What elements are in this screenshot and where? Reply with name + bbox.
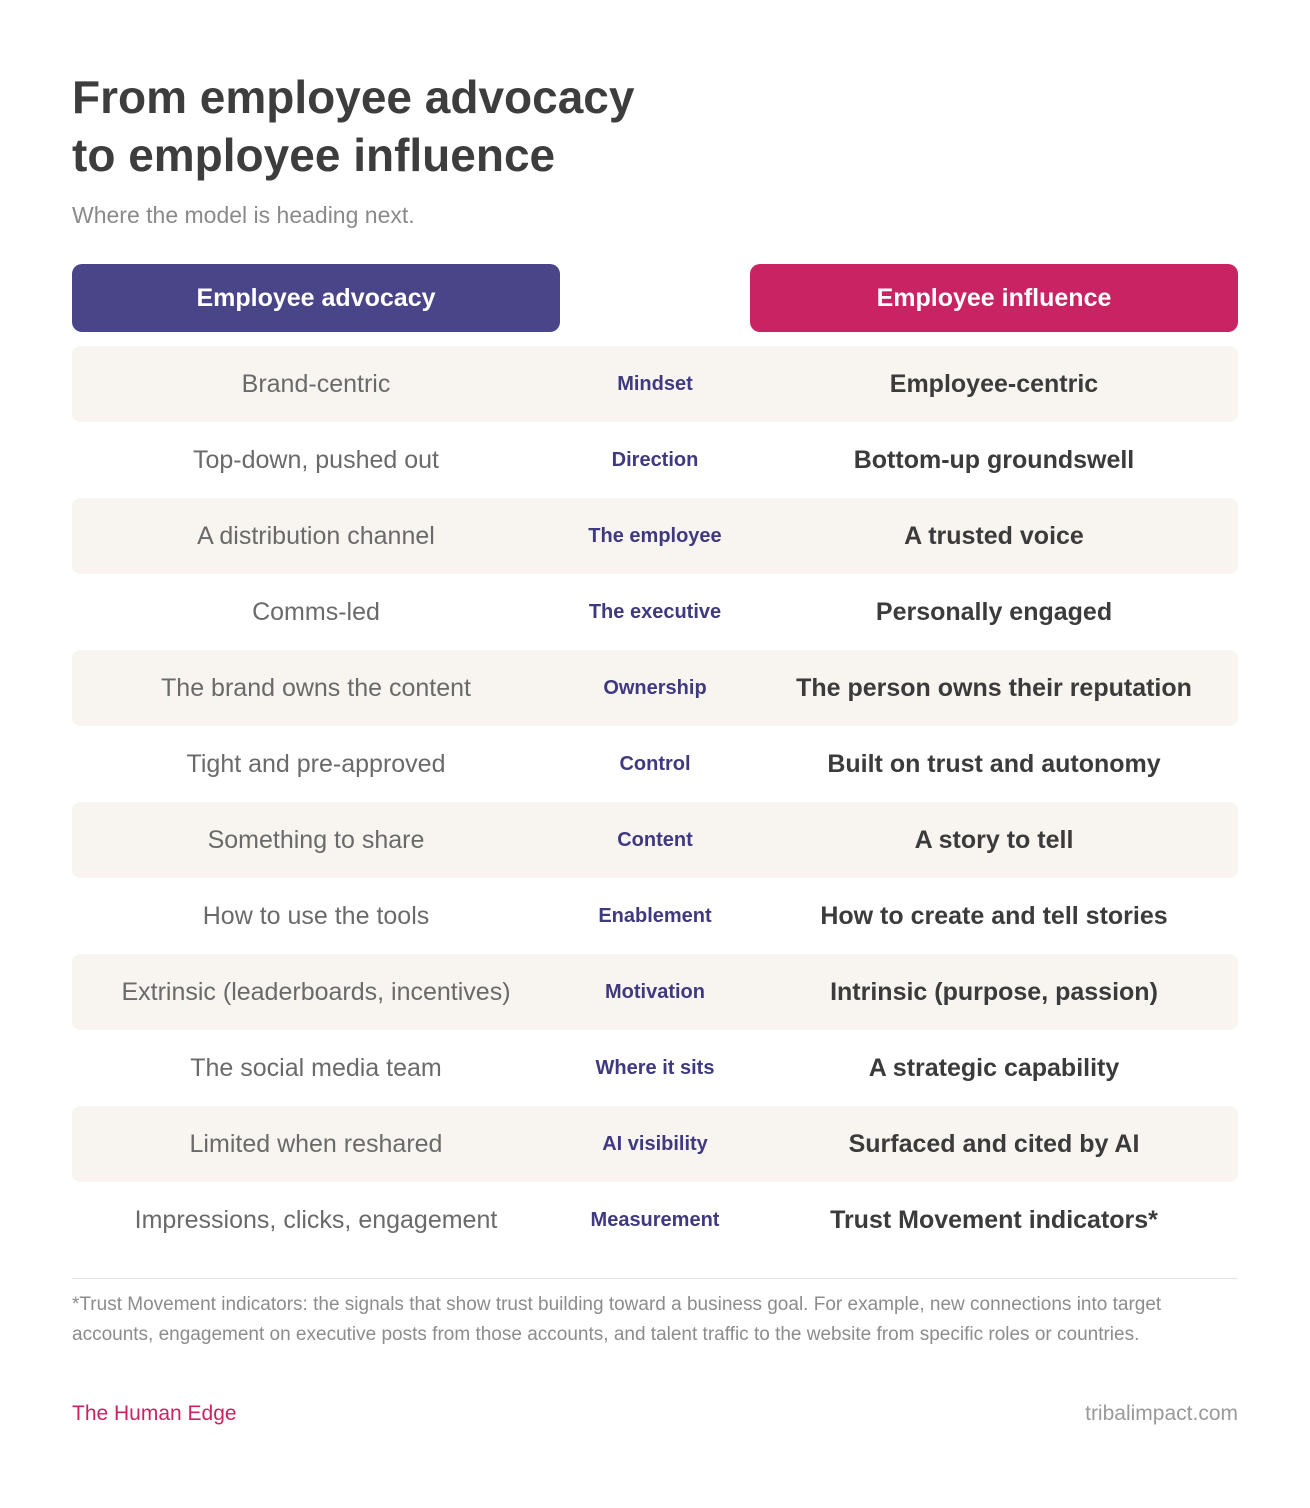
table-row [72, 726, 1238, 802]
table-row [72, 1030, 1238, 1106]
influence-cell: Built on trust and autonomy [827, 749, 1161, 778]
table-row [72, 422, 1238, 498]
table-row [72, 878, 1238, 954]
table-row [72, 650, 1238, 726]
dimension-label: Mindset [617, 372, 693, 395]
advocacy-cell: Extrinsic (leaderboards, incentives) [121, 977, 511, 1006]
influence-cell: A trusted voice [904, 521, 1084, 550]
advocacy-cell: Brand-centric [241, 369, 391, 398]
comparison-table [72, 346, 1238, 1258]
dimension-label: Enablement [598, 904, 712, 927]
dimension-label: The executive [588, 600, 722, 623]
advocacy-cell: How to use the tools [202, 901, 430, 930]
influence-cell: Personally engaged [875, 597, 1113, 626]
dimension-label: Motivation [605, 980, 705, 1003]
page-title [72, 68, 872, 184]
column-header-employee-advocacy: Employee advocacy [72, 264, 560, 332]
footnote-divider [72, 1278, 1238, 1279]
influence-cell: A story to tell [914, 825, 1074, 854]
advocacy-cell: A distribution channel [197, 521, 435, 550]
table-row [72, 346, 1238, 422]
influence-cell: A strategic capability [868, 1053, 1120, 1082]
influence-cell: Intrinsic (purpose, passion) [830, 977, 1158, 1006]
brand-label: The Human Edge [72, 1402, 237, 1425]
dimension-label: Direction [611, 448, 699, 471]
table-row [72, 954, 1238, 1030]
dimension-label: AI visibility [602, 1132, 708, 1155]
advocacy-cell: Impressions, clicks, engagement [134, 1205, 498, 1234]
table-row [72, 1182, 1238, 1258]
dimension-label: Content [617, 828, 693, 851]
advocacy-cell: Top-down, pushed out [192, 445, 439, 474]
site-url: tribalimpact.com [1085, 1402, 1238, 1425]
advocacy-cell: The brand owns the content [161, 673, 471, 702]
dimension-label: Measurement [590, 1208, 720, 1231]
page-title-line-2: to employee influence [72, 129, 556, 181]
dimension-label: Control [619, 752, 691, 775]
table-row [72, 802, 1238, 878]
column-header-employee-influence: Employee influence [750, 264, 1238, 332]
footnote: *Trust Movement indicators: the signals that show trust building toward a business goal. For example, new connections into target accounts, engagement on executive posts from those accounts, and talent traffic to the website from specific roles or countries. [72, 1294, 1162, 1345]
page-subtitle: Where the model is heading next. [72, 202, 415, 228]
dimension-label: Ownership [603, 676, 707, 699]
dimension-label: Where it sits [595, 1056, 715, 1079]
influence-cell: The person owns their reputation [796, 673, 1192, 702]
table-row [72, 574, 1238, 650]
influence-cell: Bottom-up groundswell [853, 445, 1135, 474]
influence-cell: Surfaced and cited by AI [848, 1129, 1140, 1158]
influence-cell: Employee-centric [889, 369, 1099, 398]
page-title-line-1: From employee advocacy [72, 71, 635, 123]
advocacy-cell: Comms-led [252, 597, 380, 626]
table-row [72, 1106, 1238, 1182]
dimension-label: The employee [588, 524, 722, 547]
influence-cell: Trust Movement indicators* [830, 1205, 1158, 1234]
advocacy-cell: Something to share [207, 825, 425, 854]
table-row [72, 498, 1238, 574]
influence-cell: How to create and tell stories [820, 901, 1168, 930]
advocacy-cell: Limited when reshared [189, 1129, 443, 1158]
advocacy-cell: The social media team [190, 1053, 442, 1082]
advocacy-cell: Tight and pre-approved [186, 749, 446, 778]
